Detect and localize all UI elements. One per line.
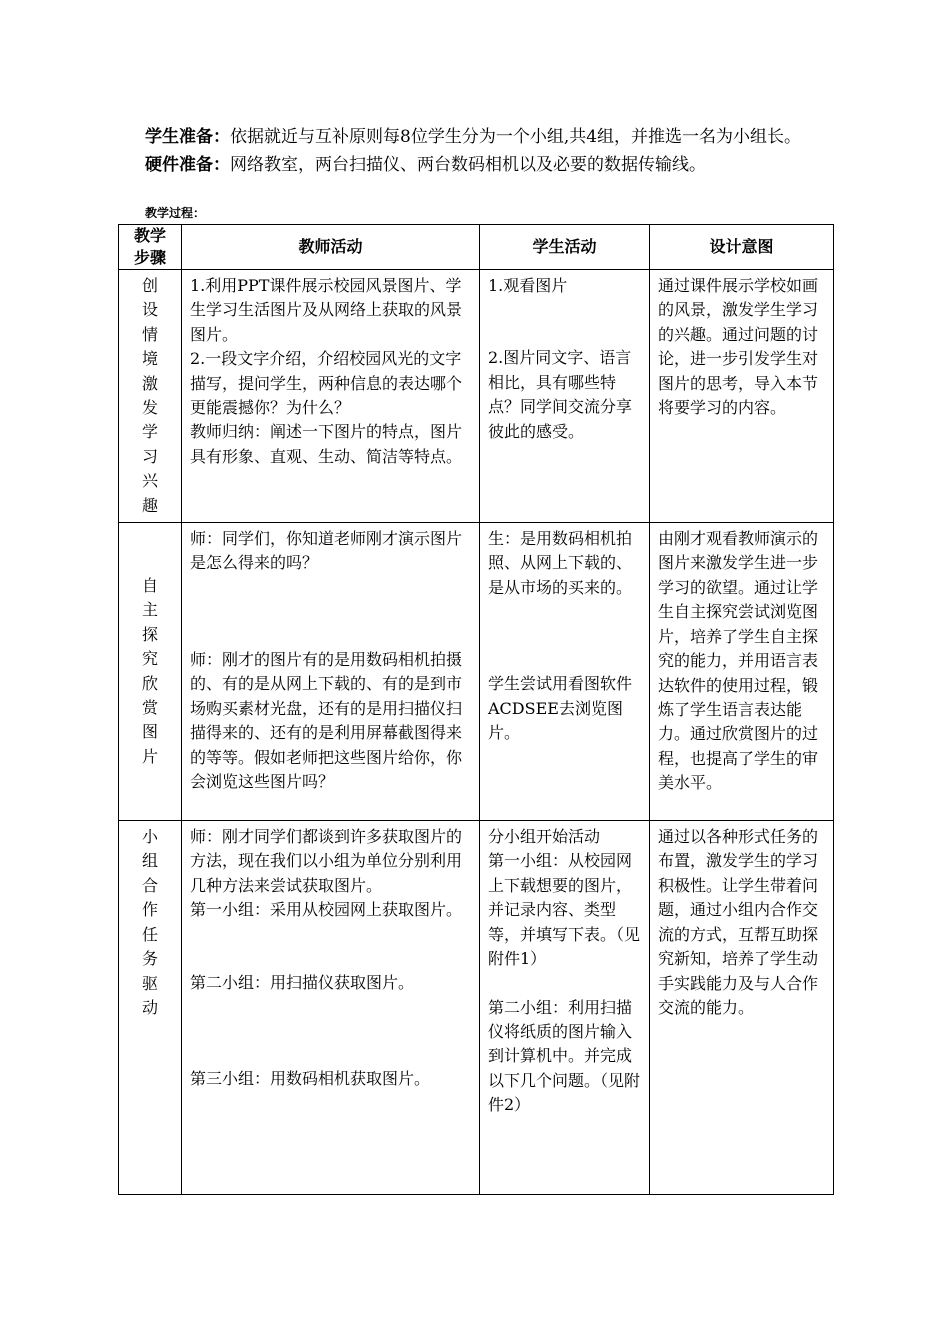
hardware-prep-paragraph	[145, 152, 825, 179]
teaching-process-label: 教学过程：	[145, 206, 206, 220]
header-step: 教学步骤	[119, 225, 182, 270]
step-cell: 创设情境激发学习兴趣	[119, 270, 182, 523]
design-intent-cell: 由刚才观看教师演示的图片来激发学生进一步学习的欲望。通过让学生自主探究尝试浏览图片，培养了学生自主探究的能力，并用语言表达软件的使用过程，锻炼了学生语言表达能力。通过欣赏图片的过程，也提高了学生的审美水平。	[650, 523, 834, 821]
table-row	[119, 270, 834, 523]
hardware-prep-text: 网络教室，两台扫描仪、两台数码相机以及必要的数据传输线。	[230, 155, 706, 175]
student-prep-text: 依据就近与互补原则每8位学生分为一个小组,共4组，并推选一名为小组长。	[230, 127, 802, 147]
lesson-plan-table	[118, 224, 834, 1195]
student-prep-label: 学生准备：	[145, 127, 230, 147]
header-teacher-activity: 教师活动	[182, 225, 480, 270]
student-activity-cell: 生：是用数码相机拍照、从网上下载的、是从市场的买来的。 学生尝试用看图软件ACDSEE去浏览图片。	[480, 523, 650, 821]
header-design-intent: 设计意图	[650, 225, 834, 270]
design-intent-cell: 通过课件展示学校如画的风景，激发学生学习的兴趣。通过问题的讨论，进一步引发学生对图片的思考，导入本节将要学习的内容。	[650, 270, 834, 523]
step-cell: 自主探究欣赏图片	[119, 523, 182, 821]
teacher-activity-cell: 1.利用PPT课件展示校园风景图片、学生学习生活图片及从网络上获取的风景图片。 2.一段文字介绍，介绍校园风光的文字描写，提问学生，两种信息的表达哪个更能震撼你？为什么？ 教师归纳：阐述一下图片的特点，图片具有形象、直观、生动、简洁等特点。	[182, 270, 480, 523]
table-row	[119, 523, 834, 821]
table-row	[119, 821, 834, 1195]
student-activity-cell: 分小组开始活动 第一小组：从校园网上下载想要的图片，并记录内容、类型等，并填写下表。（见附件1） 第二小组：利用扫描仪将纸质的图片输入到计算机中。并完成以下几个问题。（见附件2）	[480, 821, 650, 1195]
intro-section	[145, 124, 825, 179]
hardware-prep-label: 硬件准备：	[145, 155, 230, 175]
teacher-activity-cell: 师：刚才同学们都谈到许多获取图片的方法，现在我们以小组为单位分别利用几种方法来尝试获取图片。 第一小组：采用从校园网上获取图片。 第二小组：用扫描仪获取图片。 第三小组：用数码相机获取图片。	[182, 821, 480, 1195]
header-student-activity: 学生活动	[480, 225, 650, 270]
step-cell: 小组合作任务驱动	[119, 821, 182, 1195]
teacher-activity-cell: 师：同学们，你知道老师刚才演示图片是怎么得来的吗？ 师：刚才的图片有的是用数码相机拍摄的、有的是从网上下载的、有的是到市场购买素材光盘，还有的是用扫描仪扫描得来的、还有的是利用屏幕截图得来的等等。假如老师把这些图片给你，你会浏览这些图片吗？	[182, 523, 480, 821]
student-prep-paragraph	[145, 124, 825, 151]
student-activity-cell: 1.观看图片 2.图片同文字、语言相比，具有哪些特点？同学间交流分享彼此的感受。	[480, 270, 650, 523]
table-header-row	[119, 225, 834, 270]
design-intent-cell: 通过以各种形式任务的布置，激发学生的学习积极性。让学生带着问题，通过小组内合作交流的方式，互帮互助探究新知，培养了学生动手实践能力及与人合作交流的能力。	[650, 821, 834, 1195]
